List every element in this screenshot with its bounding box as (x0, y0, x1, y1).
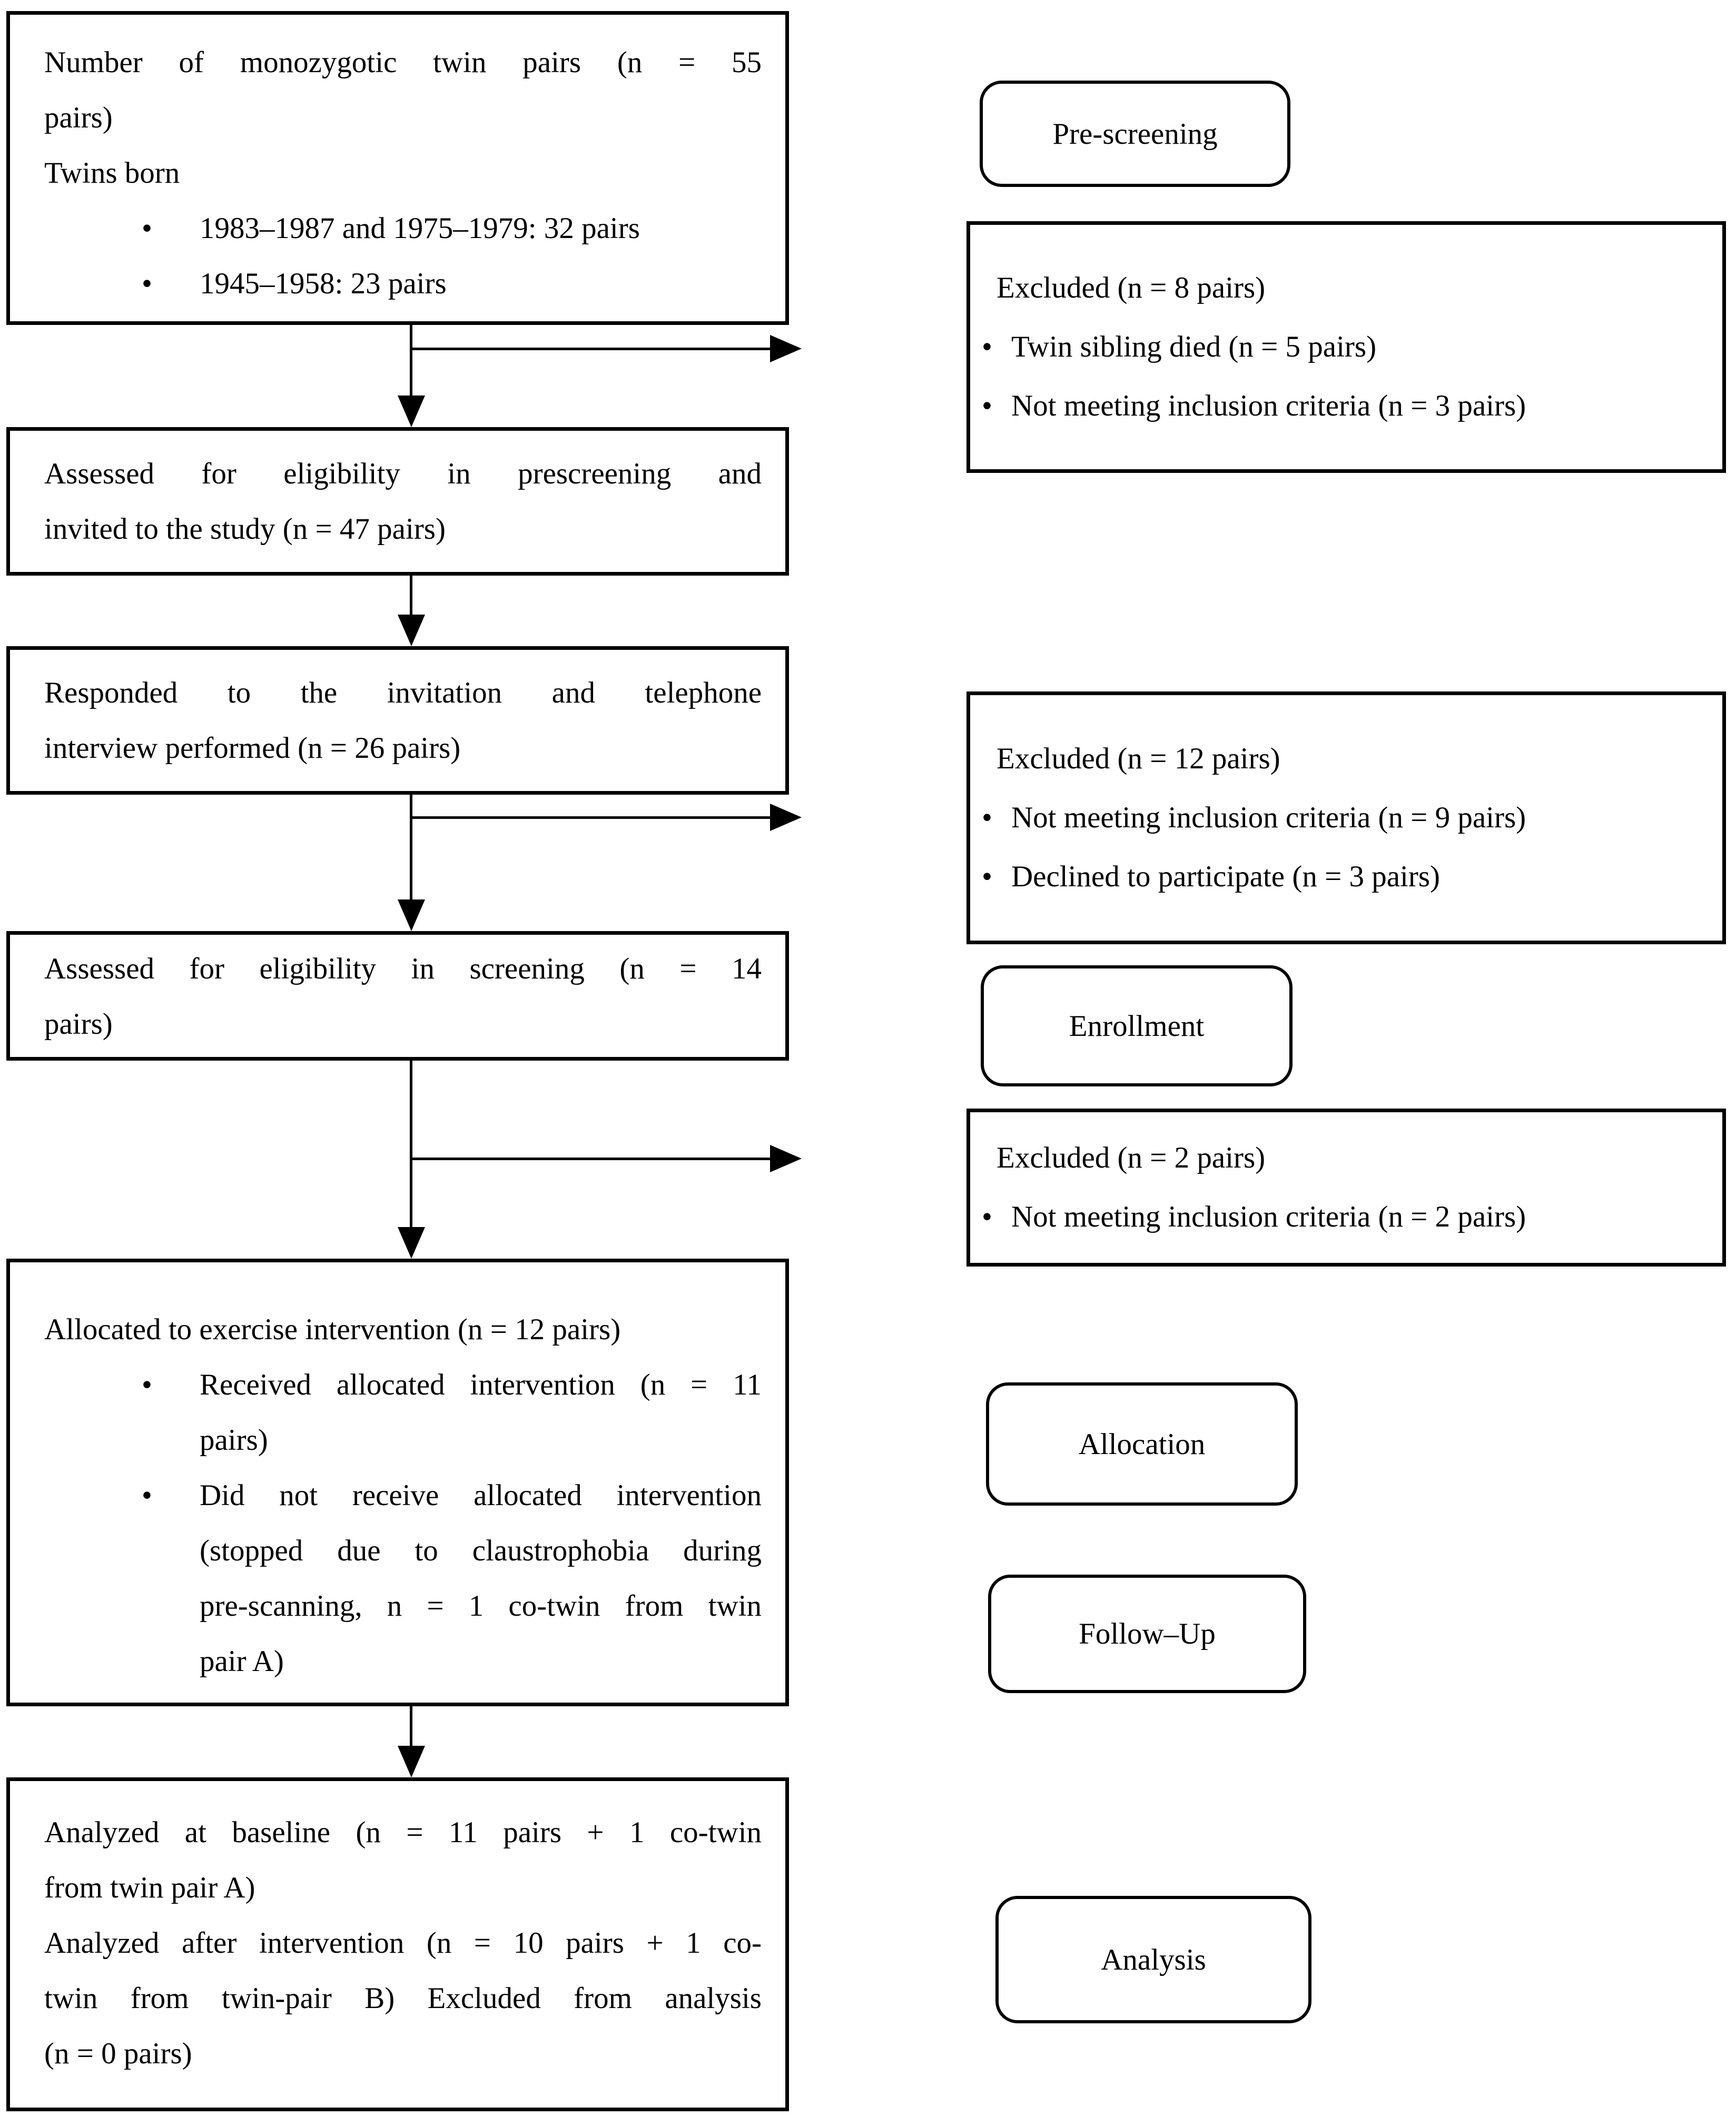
flow-box-responded (6, 646, 789, 795)
bullet-icon: • (982, 389, 992, 422)
connector-line-vertical (410, 576, 412, 616)
excluded-reason: Not meeting inclusion criteria (n = 3 pairs) (1011, 389, 1526, 422)
box-text-line: invited to the study (n = 47 pairs) (44, 512, 446, 546)
bullet-icon: • (982, 330, 992, 363)
box-text-line: (stopped due to claustrophobia during (200, 1534, 762, 1567)
arrowhead-down-icon (398, 395, 425, 427)
box-text-line: Responded to the invitation and telephone (44, 676, 762, 709)
box-text-line: Received allocated intervention (n = 11 (200, 1368, 762, 1401)
stage-label: Enrollment (1069, 1009, 1205, 1043)
stage-label: Analysis (1101, 1943, 1206, 1976)
excluded-title: Excluded (n = 8 pairs) (997, 271, 1266, 304)
bullet-icon: • (142, 1479, 152, 1512)
box-text-line: interview performed (n = 26 pairs) (44, 731, 461, 765)
bullet-icon: • (142, 267, 152, 300)
bullet-icon: • (982, 1200, 992, 1233)
box-text-line: twin from twin-pair B) Excluded from analysis (44, 1982, 762, 2015)
excluded-reason: Not meeting inclusion criteria (n = 9 pairs) (1011, 801, 1526, 834)
list-item (976, 318, 1701, 377)
box-text-line: 1983–1987 and 1975–1979: 32 pairs (200, 212, 640, 245)
list-item (142, 256, 762, 311)
box-text-line: from twin pair A) (44, 1871, 255, 1904)
stage-box-allocation (986, 1382, 1298, 1506)
arrowhead-down-icon (398, 615, 425, 646)
connector-line-vertical (410, 325, 412, 396)
stage-box-pre-screening (980, 81, 1290, 187)
list-item (976, 1188, 1701, 1247)
connector-line-vertical (410, 1706, 412, 1747)
box-text-line: Analyzed at baseline (n = 11 pairs + 1 co-twin (44, 1816, 762, 1849)
excluded-box-telephone-interview (966, 691, 1726, 944)
arrowhead-down-icon (398, 1227, 425, 1259)
excluded-box-screening (966, 1109, 1726, 1267)
arrowhead-right-icon (770, 335, 802, 362)
box-text-line: Analyzed after intervention (n = 10 pairs + 1 co- (44, 1926, 762, 1960)
list-item (976, 377, 1701, 436)
bullet-icon: • (982, 860, 992, 893)
stage-label: Pre-screening (1052, 117, 1218, 151)
box-text-line: Assessed for eligibility in screening (n = 14 (44, 952, 762, 985)
stage-box-enrollment (981, 965, 1293, 1086)
connector-line-vertical (410, 1061, 412, 1229)
list-item (976, 788, 1701, 847)
connector-line-vertical (410, 795, 412, 902)
box-text-line: 1945–1958: 23 pairs (200, 267, 447, 300)
flow-box-population (6, 11, 789, 325)
excluded-box-prescreening (966, 221, 1726, 473)
excluded-reason: Declined to participate (n = 3 pairs) (1011, 860, 1441, 893)
arrowhead-right-icon (770, 1145, 802, 1172)
stage-label: Follow–Up (1079, 1617, 1216, 1650)
list-item (142, 201, 762, 256)
box-text-line: pair A) (200, 1645, 284, 1678)
box-text-line: pairs) (44, 1007, 113, 1041)
list-item (976, 847, 1701, 906)
box-text-line: Did not receive allocated intervention (200, 1479, 762, 1512)
box-text-line: Assessed for eligibility in prescreening and (44, 457, 762, 490)
connector-line-branch (411, 348, 770, 350)
list-item (142, 1468, 762, 1689)
box-text-line: (n = 0 pairs) (44, 2037, 192, 2070)
box-text-line: Number of monozygotic twin pairs (n = 55 (44, 46, 762, 79)
box-text-line: pairs) (200, 1423, 268, 1457)
stage-label: Allocation (1078, 1427, 1206, 1461)
flow-box-prescreening-assessed (6, 427, 789, 576)
bullet-icon: • (142, 1368, 152, 1401)
box-text-line: Twins born (44, 156, 180, 190)
excluded-reason: Twin sibling died (n = 5 pairs) (1011, 330, 1377, 363)
bullet-icon: • (142, 212, 152, 245)
flow-box-allocated (6, 1259, 789, 1706)
box-text-line: Allocated to exercise intervention (n = 12 pairs) (44, 1313, 621, 1346)
box-text-line: pairs) (44, 101, 113, 134)
arrowhead-down-icon (398, 1746, 425, 1777)
excluded-title: Excluded (n = 2 pairs) (997, 1141, 1266, 1174)
stage-box-analysis (995, 1896, 1311, 2023)
list-item (142, 1357, 762, 1468)
bullet-icon: • (982, 801, 992, 834)
arrowhead-down-icon (398, 899, 425, 931)
excluded-reason: Not meeting inclusion criteria (n = 2 pairs) (1011, 1200, 1526, 1233)
connector-line-branch (411, 1158, 770, 1160)
flow-box-screening-assessed (6, 931, 789, 1061)
flow-box-analyzed (6, 1777, 789, 2111)
excluded-title: Excluded (n = 12 pairs) (997, 742, 1280, 775)
arrowhead-right-icon (770, 804, 802, 831)
connector-line-branch (411, 816, 770, 819)
box-text-line: pre-scanning, n = 1 co-twin from twin (200, 1589, 762, 1623)
stage-box-follow-up (988, 1575, 1306, 1693)
